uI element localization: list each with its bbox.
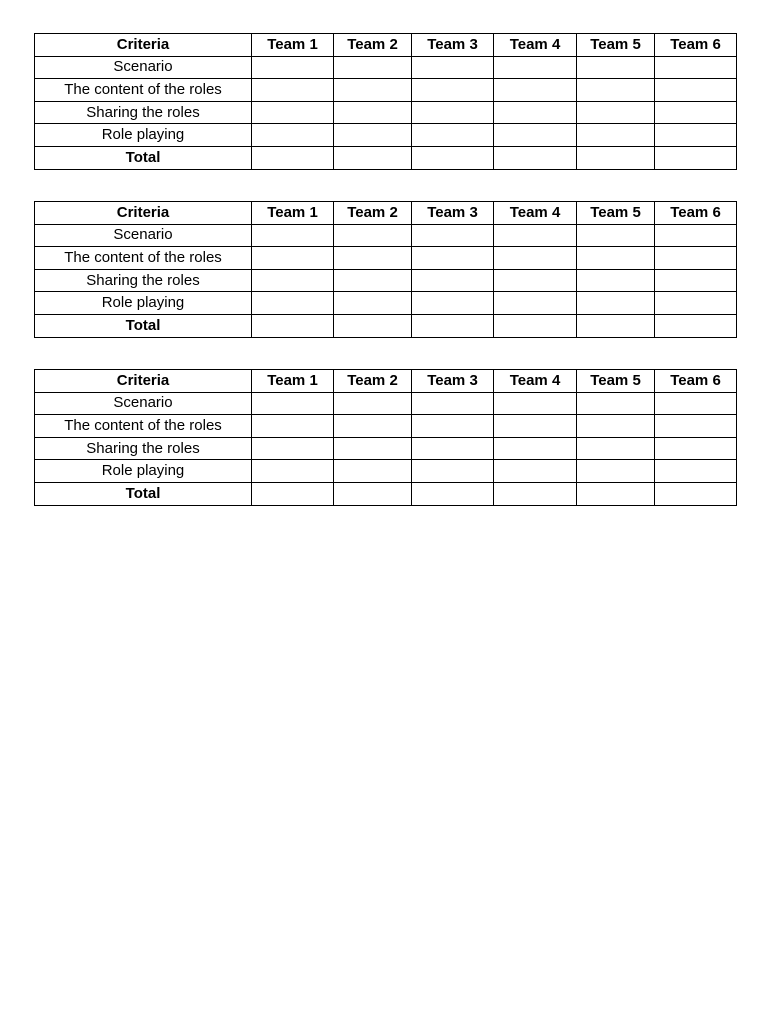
score-cell <box>494 292 577 315</box>
score-cell <box>655 247 737 270</box>
total-cell <box>577 146 655 169</box>
header-team-3: Team 3 <box>412 202 494 225</box>
score-cell <box>577 415 655 438</box>
score-cell <box>577 460 655 483</box>
table-row-total <box>35 482 737 505</box>
score-cell <box>577 392 655 415</box>
score-cell <box>494 460 577 483</box>
score-cell <box>412 437 494 460</box>
total-cell <box>655 146 737 169</box>
score-cell <box>577 79 655 102</box>
total-cell <box>334 314 412 337</box>
criterion-label: Sharing the roles <box>35 269 252 292</box>
table-row <box>35 124 737 147</box>
score-cell <box>334 415 412 438</box>
score-cell <box>494 101 577 124</box>
score-cell <box>655 460 737 483</box>
total-cell <box>494 146 577 169</box>
score-cell <box>494 224 577 247</box>
table-row <box>35 269 737 292</box>
score-cell <box>494 247 577 270</box>
total-cell <box>494 314 577 337</box>
score-cell <box>655 224 737 247</box>
score-cell <box>252 124 334 147</box>
total-cell <box>577 314 655 337</box>
total-cell <box>412 482 494 505</box>
score-cell <box>494 415 577 438</box>
header-team-5: Team 5 <box>577 34 655 57</box>
score-cell <box>334 247 412 270</box>
table-header-row <box>35 370 737 393</box>
table-row <box>35 224 737 247</box>
header-team-2: Team 2 <box>334 34 412 57</box>
score-cell <box>577 56 655 79</box>
score-cell <box>412 247 494 270</box>
header-team-6: Team 6 <box>655 202 737 225</box>
score-cell <box>655 79 737 102</box>
score-cell <box>655 415 737 438</box>
score-cell <box>334 101 412 124</box>
criterion-label: The content of the roles <box>35 79 252 102</box>
score-cell <box>252 224 334 247</box>
header-team-5: Team 5 <box>577 370 655 393</box>
table-row-total <box>35 146 737 169</box>
header-team-1: Team 1 <box>252 370 334 393</box>
score-cell <box>655 392 737 415</box>
total-cell <box>494 482 577 505</box>
score-cell <box>334 392 412 415</box>
score-cell <box>577 437 655 460</box>
header-team-4: Team 4 <box>494 34 577 57</box>
total-cell <box>412 146 494 169</box>
table-row <box>35 460 737 483</box>
total-label: Total <box>35 146 252 169</box>
score-cell <box>252 460 334 483</box>
criterion-label: Scenario <box>35 224 252 247</box>
score-cell <box>252 101 334 124</box>
header-team-4: Team 4 <box>494 370 577 393</box>
score-cell <box>412 79 494 102</box>
criterion-label: Sharing the roles <box>35 101 252 124</box>
score-cell <box>577 224 655 247</box>
total-label: Total <box>35 482 252 505</box>
score-cell <box>494 269 577 292</box>
score-cell <box>334 460 412 483</box>
header-team-2: Team 2 <box>334 202 412 225</box>
score-cell <box>577 101 655 124</box>
score-cell <box>334 79 412 102</box>
score-cell <box>494 124 577 147</box>
total-cell <box>655 482 737 505</box>
score-cell <box>655 292 737 315</box>
total-label: Total <box>35 314 252 337</box>
score-cell <box>577 269 655 292</box>
total-cell <box>252 146 334 169</box>
header-team-4: Team 4 <box>494 202 577 225</box>
table-row <box>35 101 737 124</box>
total-cell <box>577 482 655 505</box>
total-cell <box>334 482 412 505</box>
table-header-row <box>35 34 737 57</box>
score-cell <box>412 415 494 438</box>
header-team-6: Team 6 <box>655 370 737 393</box>
score-cell <box>334 269 412 292</box>
criterion-label: Role playing <box>35 460 252 483</box>
criterion-label: The content of the roles <box>35 247 252 270</box>
table-row <box>35 415 737 438</box>
score-cell <box>252 392 334 415</box>
score-cell <box>412 124 494 147</box>
header-team-2: Team 2 <box>334 370 412 393</box>
table-row <box>35 79 737 102</box>
score-cell <box>334 224 412 247</box>
criterion-label: Role playing <box>35 124 252 147</box>
score-cell <box>494 437 577 460</box>
score-cell <box>494 79 577 102</box>
criterion-label: Role playing <box>35 292 252 315</box>
total-cell <box>412 314 494 337</box>
header-criteria: Criteria <box>35 370 252 393</box>
score-cell <box>252 292 334 315</box>
criterion-label: Scenario <box>35 392 252 415</box>
score-cell <box>252 415 334 438</box>
score-cell <box>412 101 494 124</box>
total-cell <box>655 314 737 337</box>
score-cell <box>412 56 494 79</box>
score-cell <box>334 437 412 460</box>
table-row <box>35 292 737 315</box>
score-cell <box>577 292 655 315</box>
table-row <box>35 392 737 415</box>
header-criteria: Criteria <box>35 34 252 57</box>
score-cell <box>252 269 334 292</box>
score-cell <box>252 79 334 102</box>
score-cell <box>334 124 412 147</box>
total-cell <box>252 482 334 505</box>
table-row-total <box>35 314 737 337</box>
score-cell <box>655 437 737 460</box>
criterion-label: Sharing the roles <box>35 437 252 460</box>
total-cell <box>252 314 334 337</box>
evaluation-table-3 <box>34 369 737 506</box>
table-row <box>35 437 737 460</box>
score-cell <box>412 460 494 483</box>
header-team-5: Team 5 <box>577 202 655 225</box>
score-cell <box>412 392 494 415</box>
header-team-3: Team 3 <box>412 370 494 393</box>
score-cell <box>412 292 494 315</box>
header-team-3: Team 3 <box>412 34 494 57</box>
total-cell <box>334 146 412 169</box>
score-cell <box>577 247 655 270</box>
score-cell <box>334 292 412 315</box>
evaluation-table-2 <box>34 201 737 338</box>
header-criteria: Criteria <box>35 202 252 225</box>
score-cell <box>252 247 334 270</box>
score-cell <box>494 56 577 79</box>
score-cell <box>655 101 737 124</box>
criterion-label: Scenario <box>35 56 252 79</box>
table-row <box>35 247 737 270</box>
score-cell <box>577 124 655 147</box>
table-header-row <box>35 202 737 225</box>
table-row <box>35 56 737 79</box>
score-cell <box>412 269 494 292</box>
score-cell <box>252 437 334 460</box>
score-cell <box>334 56 412 79</box>
score-cell <box>494 392 577 415</box>
header-team-1: Team 1 <box>252 34 334 57</box>
criterion-label: The content of the roles <box>35 415 252 438</box>
header-team-1: Team 1 <box>252 202 334 225</box>
score-cell <box>655 269 737 292</box>
score-cell <box>655 56 737 79</box>
score-cell <box>412 224 494 247</box>
score-cell <box>252 56 334 79</box>
header-team-6: Team 6 <box>655 34 737 57</box>
evaluation-table-1 <box>34 33 737 170</box>
score-cell <box>655 124 737 147</box>
